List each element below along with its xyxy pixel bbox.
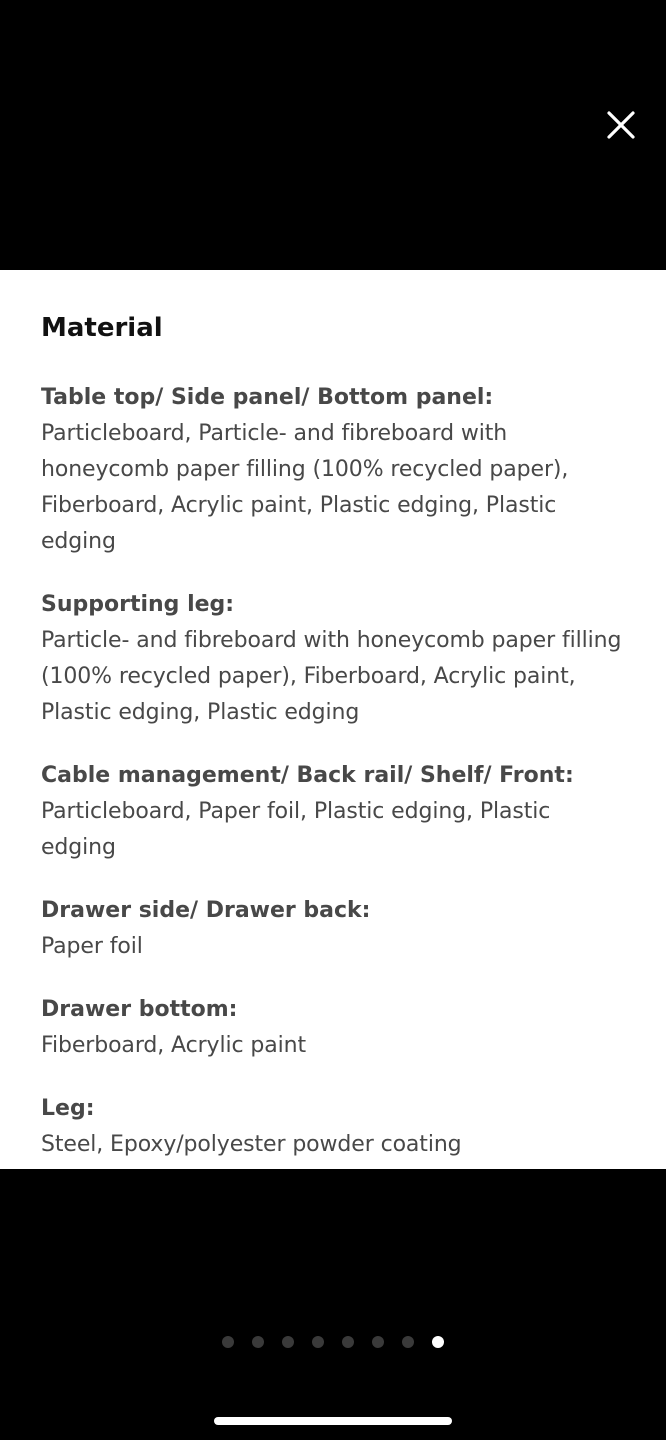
section-value: Fiberboard, Acrylic paint <box>41 1033 306 1058</box>
section-value: Particle- and fibreboard with honeycomb paper filling (100% recycled paper), Fiberboard, Acrylic paint, Plastic edging, Plastic edging <box>41 628 622 725</box>
material-panel <box>0 270 666 1169</box>
section-label: Drawer bottom: <box>41 997 238 1022</box>
material-section-drawer-side <box>41 893 626 965</box>
section-label: Supporting leg: <box>41 592 235 617</box>
material-section-table-top <box>41 380 626 560</box>
section-label: Leg: <box>41 1096 95 1121</box>
material-sections <box>41 380 626 1163</box>
section-label: Drawer side/ Drawer back: <box>41 898 371 923</box>
section-label: Table top/ Side panel/ Bottom panel: <box>41 385 494 410</box>
section-value: Paper foil <box>41 934 143 959</box>
pagination-dot-8-active[interactable] <box>432 1336 444 1348</box>
material-section-drawer-bottom <box>41 992 626 1064</box>
home-indicator[interactable] <box>214 1417 452 1425</box>
pagination-dot-7[interactable] <box>402 1336 414 1348</box>
close-icon <box>606 110 636 140</box>
close-button[interactable] <box>598 102 644 148</box>
material-section-leg <box>41 1091 626 1163</box>
section-label: Cable management/ Back rail/ Shelf/ Front: <box>41 763 574 788</box>
material-section-supporting-leg <box>41 587 626 731</box>
pagination-dot-1[interactable] <box>222 1336 234 1348</box>
pagination-dot-5[interactable] <box>342 1336 354 1348</box>
panel-title: Material <box>41 313 163 343</box>
pagination-dot-4[interactable] <box>312 1336 324 1348</box>
section-value: Particleboard, Particle- and fibreboard with honeycomb paper filling (100% recycled paper), Fiberboard, Acrylic paint, Plastic edging, Plastic edging <box>41 421 569 554</box>
pagination-dots <box>0 1336 666 1350</box>
pagination-dot-3[interactable] <box>282 1336 294 1348</box>
section-value: Steel, Epoxy/polyester powder coating <box>41 1132 462 1157</box>
pagination-dot-6[interactable] <box>372 1336 384 1348</box>
section-value: Particleboard, Paper foil, Plastic edging, Plastic edging <box>41 799 551 860</box>
pagination-dot-2[interactable] <box>252 1336 264 1348</box>
material-section-cable-management <box>41 758 626 866</box>
